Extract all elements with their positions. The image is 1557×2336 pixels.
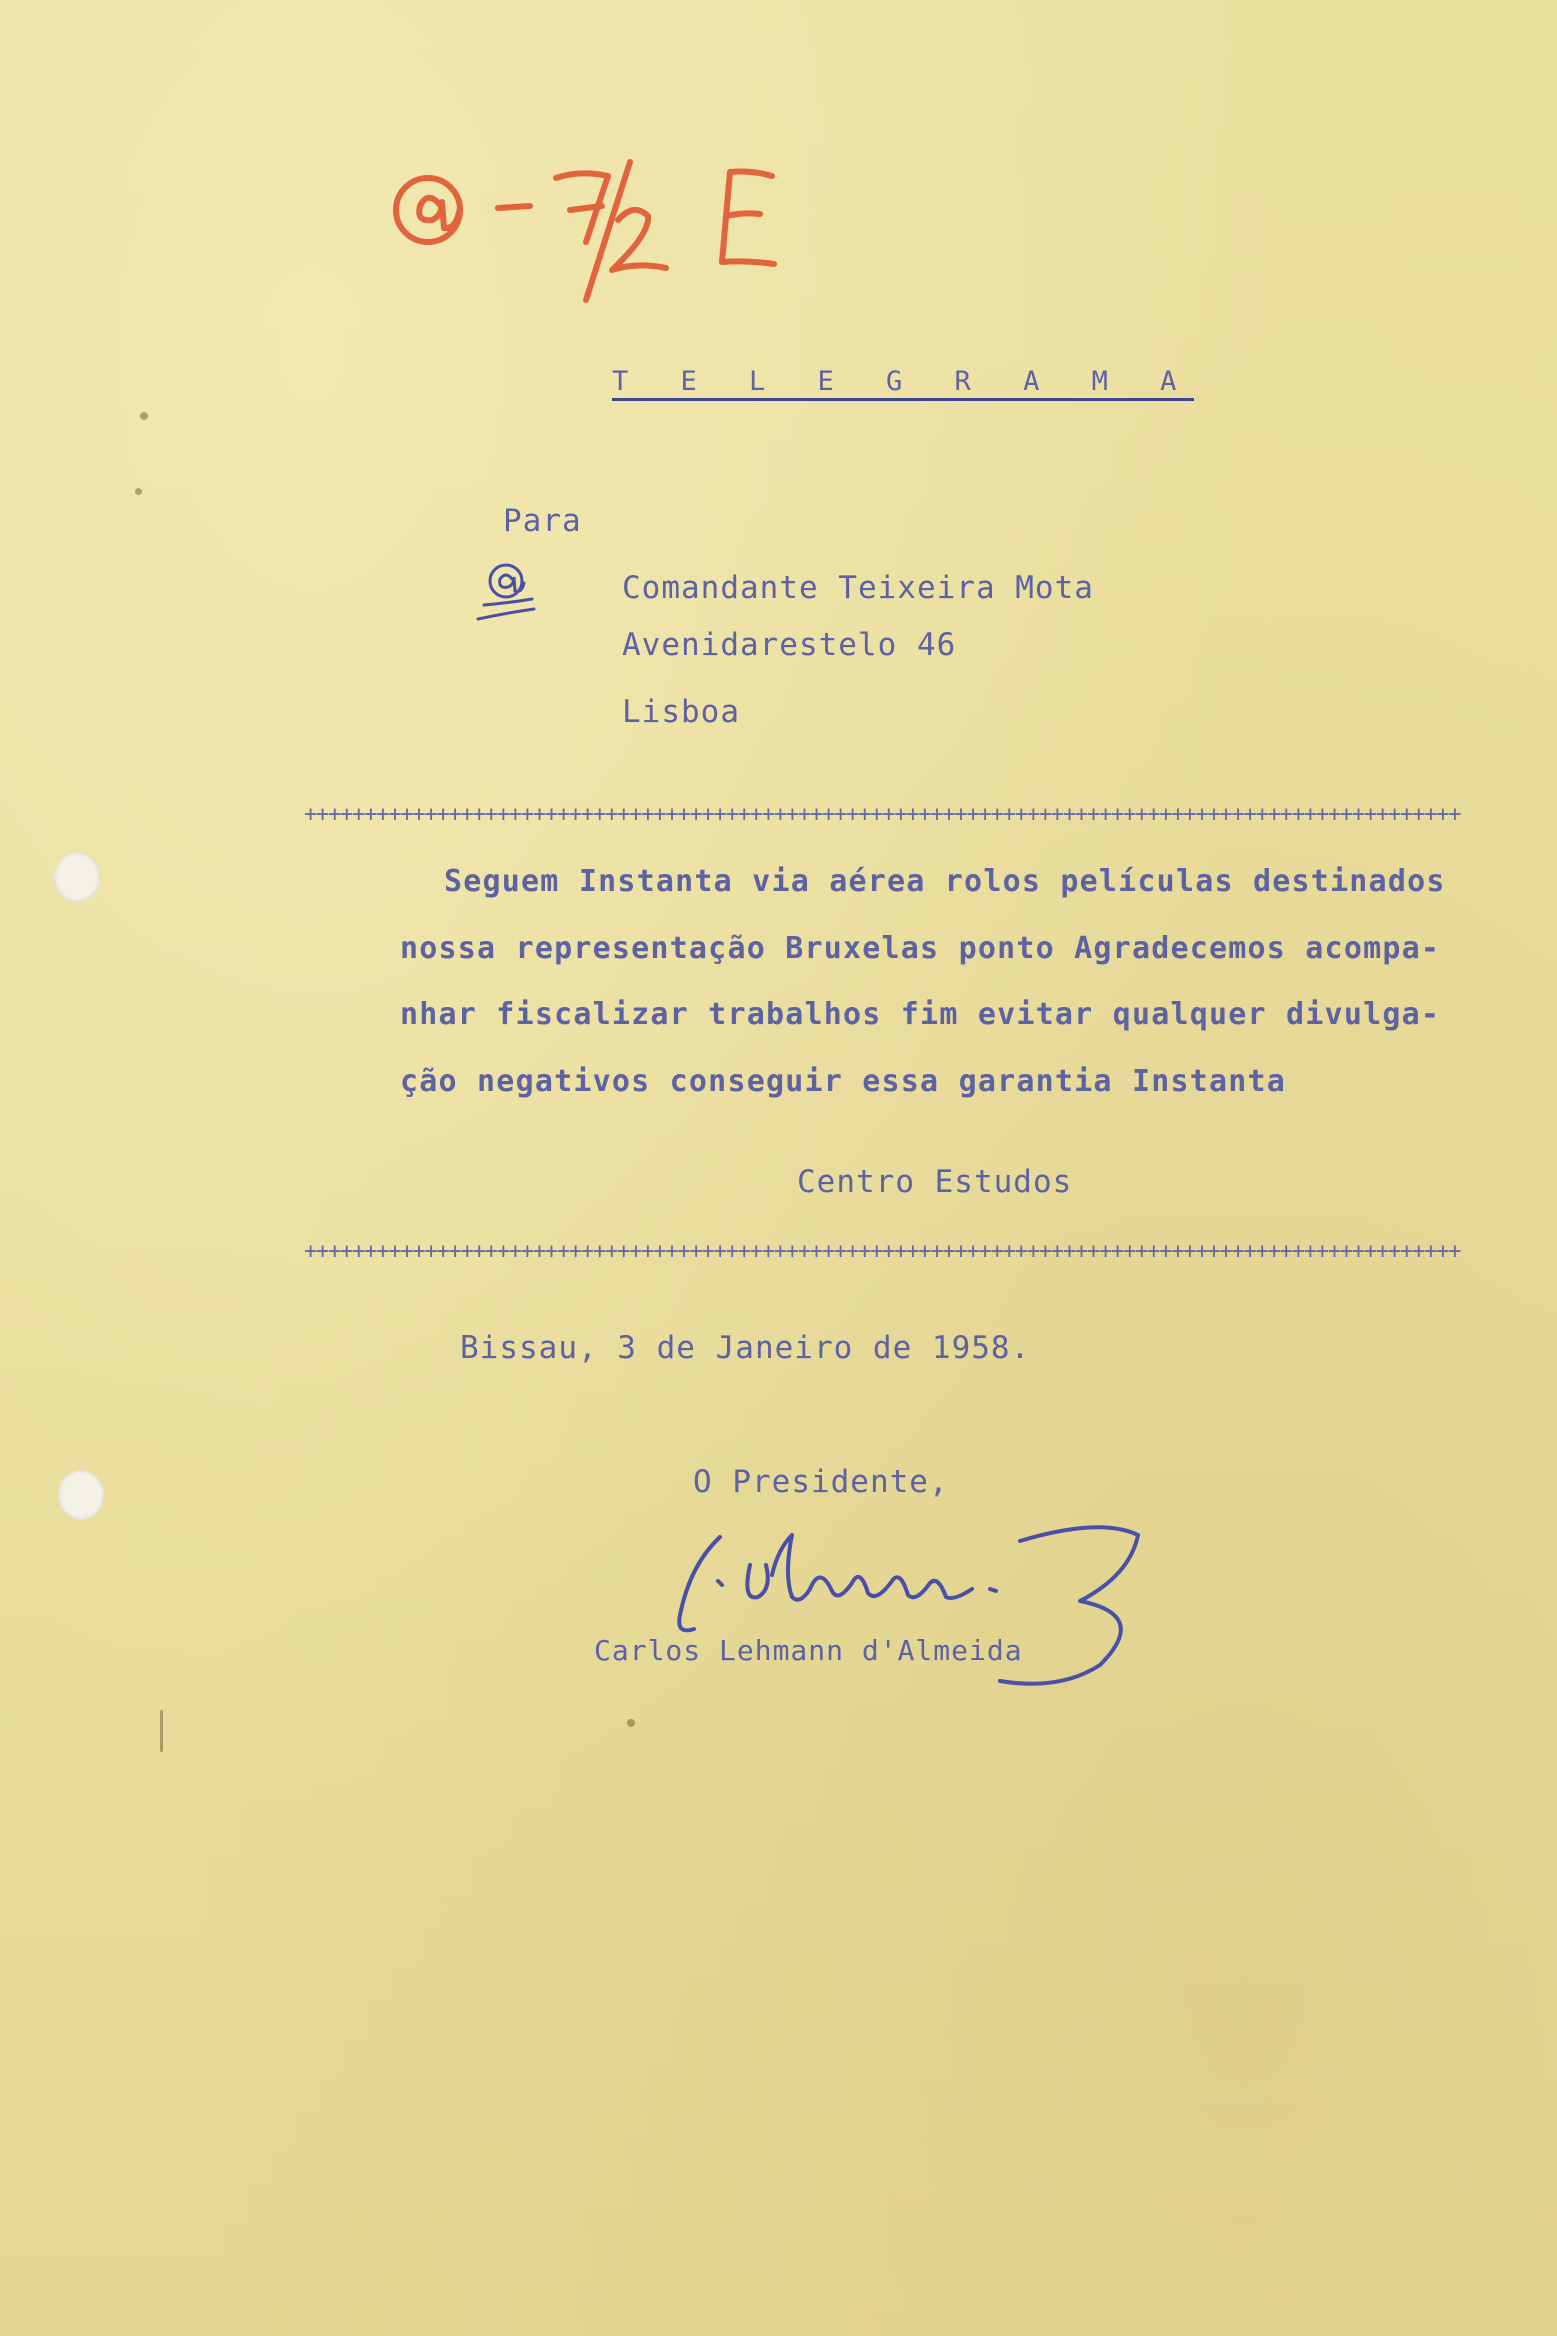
sender-name: Centro Estudos [797,1164,1073,1200]
separator-line-top: ++++++++++++++++++++++++++++++++++++++++++++++++++++++++++++++++++++++++++++++++++++++++++++++++ [304,804,1461,826]
recipient-address: Avenidarestelo 46 [622,627,957,663]
handwritten-signature [660,1505,1200,1705]
to-label: Para [503,503,582,539]
document-title: T E L E G R A M A [612,368,1194,401]
paper-speck [160,1710,163,1752]
message-line: Seguem Instanta via aérea rolos películas destinados [444,864,1446,899]
closing-title: O Presidente, [693,1464,949,1500]
handwritten-reference-mark [380,150,820,320]
message-line: nossa representação Bruxelas ponto Agradecemos acompa- [400,931,1441,966]
message-line: ção negativos conseguir essa garantia Instanta [400,1064,1287,1099]
punch-hole-top [54,852,100,902]
separator-line-bottom: ++++++++++++++++++++++++++++++++++++++++++++++++++++++++++++++++++++++++++++++++++++++++++++++++ [304,1241,1461,1263]
paper-speck [135,488,142,495]
message-line: nhar fiscalizar trabalhos fim evitar qualquer divulga- [400,997,1441,1032]
place-date: Bissau, 3 de Janeiro de 1958. [460,1330,1031,1366]
handwritten-at-mark [472,555,542,637]
signatory-name: Carlos Lehmann d'Almeida [594,1634,1023,1667]
paper-speck [627,1719,635,1727]
punch-hole-bottom [58,1470,104,1520]
recipient-city: Lisboa [622,694,740,730]
paper-speck [140,412,148,420]
recipient-name: Comandante Teixeira Mota [622,570,1094,606]
